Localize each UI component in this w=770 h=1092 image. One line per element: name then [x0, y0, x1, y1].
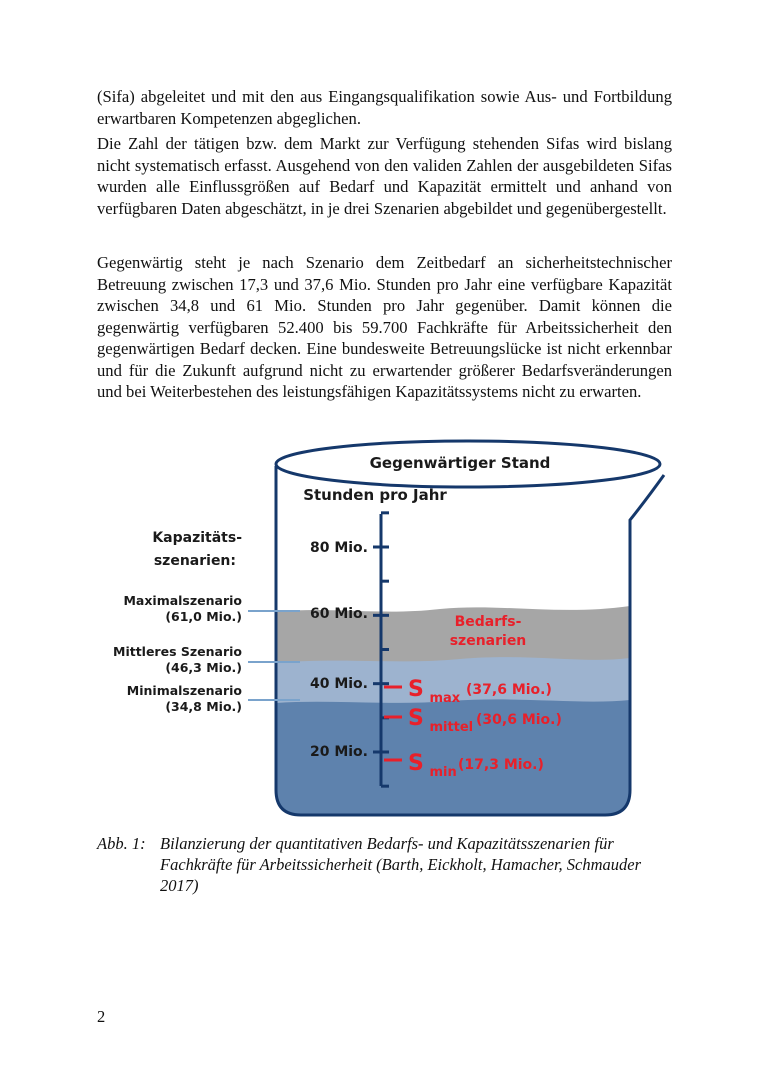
tick-label-20: 20 Mio. — [309, 744, 368, 760]
paragraph-1: (Sifa) abgeleitet und mit den aus Eingangsqualifikation sowie Aus- und Fortbildung erwartbaren Kompetenzen abgeglichen. — [97, 87, 672, 128]
capacity-mid-name: Mittleres Szenario — [113, 644, 242, 659]
demand-mittel-value: (30,6 Mio.) — [476, 712, 562, 728]
capacity-mid-value: (46,3 Mio.) — [165, 660, 242, 675]
tick-label-40: 40 Mio. — [309, 676, 368, 692]
axis-label: Stunden pro Jahr — [303, 486, 447, 504]
demand-mittel-s: S — [408, 706, 424, 731]
demand-max-sub: max — [429, 691, 461, 706]
tick-label-80: 80 Mio. — [309, 540, 368, 556]
demand-max-value: (37,6 Mio.) — [466, 682, 552, 698]
demand-heading-line2: szenarien — [449, 633, 527, 649]
capacity-max-value: (61,0 Mio.) — [165, 609, 242, 624]
paragraph-2: Die Zahl der tätigen bzw. dem Markt zur Verfügung stehenden Sifas wird bislang nicht systematisch erfasst. Ausgehend von den validen Zahlen der ausgebildeten Sifas wurden alle Einflussgrößen auf Bedarf und Kapazität ermittelt und anhand von verfügbaren Daten abgeschätzt, in je drei Szenarien abgebildet und gegenübergestellt. — [97, 134, 672, 218]
demand-mittel-sub: mittel — [429, 720, 474, 735]
caption-text: Bilanzierung der quantitativen Bedarfs- und Kapazitätsszenarien für Fachkräfte für Arbeitssicherheit (Barth, Eickholt, Hamacher, Schmauder 2017) — [160, 834, 642, 895]
demand-heading-line1: Bedarfs- — [454, 614, 522, 630]
capacity-heading-line2: szenarien: — [153, 553, 236, 569]
page-number: 2 — [97, 1007, 106, 1026]
demand-min-s: S — [408, 751, 424, 776]
capacity-min-value: (34,8 Mio.) — [165, 699, 242, 714]
demand-max-s: S — [408, 677, 424, 702]
capacity-min-name: Minimalszenario — [126, 683, 242, 698]
demand-min-value: (17,3 Mio.) — [458, 757, 544, 773]
capacity-max-name: Maximalszenario — [123, 593, 242, 608]
paragraph-3: Gegenwärtig steht je nach Szenario dem Zeitbedarf an sicherheitstechnischer Betreuung zwischen 17,3 und 37,6 Mio. Stunden pro Jahr eine verfügbare Kapazität zwischen 34,8 und 61 Mio. Stunden pro Jahr gegenüber. Damit können die gegenwärtig verfügbaren 52.400 bis 59.700 Fachkräfte für Arbeitssicherheit den gegenwärtigen Bedarf decken. Eine bundesweite Betreuungslücke ist nicht erkennbar und für die Zukunft aufgrund nicht zu erwartender größerer Bedarfsveränderungen und bei Weiterbestehen des leistungsfähigen Kapazitätssystems nicht zu erwarten. — [97, 253, 672, 401]
capacity-heading-line1: Kapazitäts- — [152, 530, 242, 546]
figure-title: Gegenwärtiger Stand — [369, 454, 551, 472]
demand-min-sub: min — [429, 765, 457, 780]
tick-label-60: 60 Mio. — [309, 606, 368, 622]
caption-label: Abb. 1: — [97, 834, 146, 853]
